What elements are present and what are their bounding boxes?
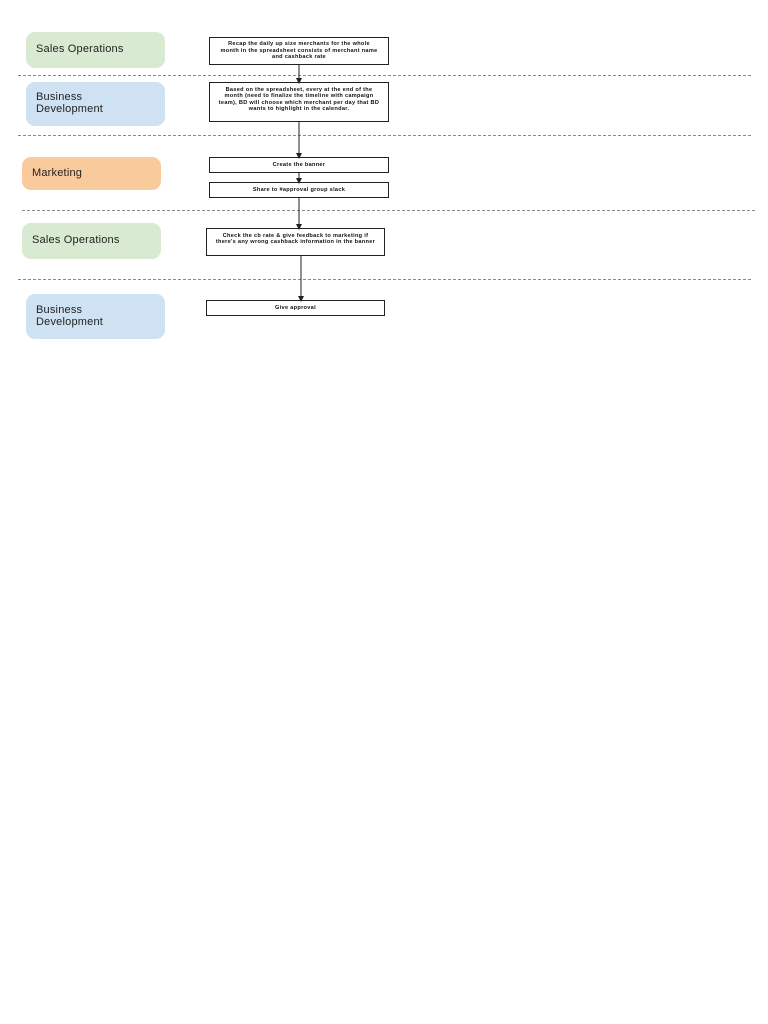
lane-divider [22,210,755,211]
step-text: Check the cb rate & give feedback to marketing if there's any wrong cashback information in the banner [215,233,376,246]
step-give-approval [206,300,385,316]
lane-label-text: Sales Operations [32,234,120,247]
lane-label-text: Marketing [32,166,83,179]
lane-label-text: Business Development [36,303,104,328]
lane-label-business-development [26,82,165,126]
step-check-cashback-rate [206,228,385,256]
step-text: Share to #approval group slack [252,186,346,193]
step-share-approval-slack [209,182,389,198]
lane-label-text: Business Development [36,91,104,115]
step-create-banner [209,157,389,173]
lane-divider [18,279,751,280]
lane-label-sales-operations [26,32,165,68]
step-recap-merchants [209,37,389,65]
step-text: Create the banner [272,161,326,168]
lane-label-text: Sales Operations [36,43,124,56]
lane-label-business-development-2 [26,294,165,339]
step-text: Based on the spreadsheet, every at the end of the month (need to finalize the timeline with campaign team), BD will choose which merchant per day that BD wants to highlight in the calendar. [218,87,380,113]
step-text: Recap the daily up size merchants for the whole month in the spreadsheet consists of merchant name and cashback rate [220,41,378,61]
step-text: Give approval [275,304,316,311]
lane-label-marketing [22,157,161,190]
lane-divider [18,75,751,76]
lane-divider [18,135,751,136]
step-bd-choose-merchant [209,82,389,122]
lane-label-sales-operations-2 [22,223,161,259]
